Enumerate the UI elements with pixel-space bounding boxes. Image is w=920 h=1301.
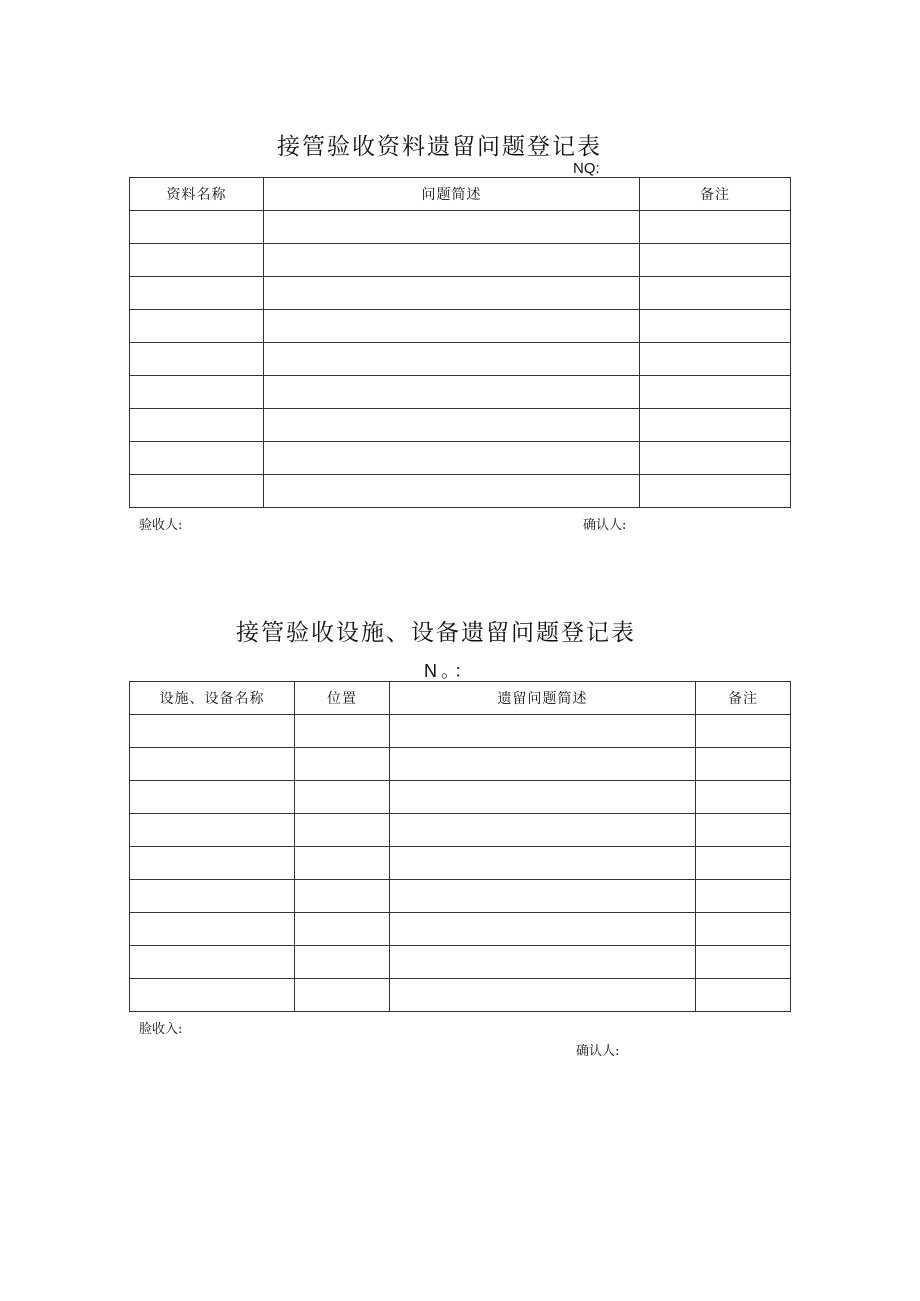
form2-header-location: 位置 xyxy=(295,682,390,715)
table-cell[interactable] xyxy=(130,880,295,913)
table-row xyxy=(130,814,791,847)
table-row xyxy=(130,781,791,814)
table-row xyxy=(130,343,791,376)
table-cell[interactable] xyxy=(295,748,390,781)
table-row xyxy=(130,748,791,781)
table-cell[interactable] xyxy=(264,475,640,508)
table-cell[interactable] xyxy=(264,409,640,442)
table-cell[interactable] xyxy=(130,277,264,310)
table-row xyxy=(130,715,791,748)
table-cell[interactable] xyxy=(390,913,696,946)
table-cell[interactable] xyxy=(696,748,791,781)
table-cell[interactable] xyxy=(696,814,791,847)
form2-header-description: 遗留问题简述 xyxy=(390,682,696,715)
form2-table xyxy=(129,681,791,1012)
table-cell[interactable] xyxy=(295,946,390,979)
table-cell[interactable] xyxy=(640,244,791,277)
table-cell[interactable] xyxy=(390,880,696,913)
table-row xyxy=(130,409,791,442)
table-cell[interactable] xyxy=(295,880,390,913)
table-row xyxy=(130,310,791,343)
table-cell[interactable] xyxy=(696,913,791,946)
table-row xyxy=(130,211,791,244)
form1-header-row xyxy=(130,178,791,211)
table-cell[interactable] xyxy=(130,847,295,880)
table-row xyxy=(130,913,791,946)
table-cell[interactable] xyxy=(130,913,295,946)
table-cell[interactable] xyxy=(130,409,264,442)
form2-header-name: 设施、设备名称 xyxy=(130,682,295,715)
table-cell[interactable] xyxy=(390,748,696,781)
form2-confirmer-label: 确认人: xyxy=(576,1044,620,1059)
table-cell[interactable] xyxy=(696,946,791,979)
form1-number-label: NQ: xyxy=(573,160,600,177)
table-cell[interactable] xyxy=(130,244,264,277)
table-cell[interactable] xyxy=(640,376,791,409)
table-cell[interactable] xyxy=(295,715,390,748)
table-cell[interactable] xyxy=(130,310,264,343)
table-cell[interactable] xyxy=(295,913,390,946)
table-cell[interactable] xyxy=(264,211,640,244)
table-cell[interactable] xyxy=(390,847,696,880)
table-cell[interactable] xyxy=(640,475,791,508)
form1-table xyxy=(129,177,791,508)
form2-title: 接管验收设施、设备遗留问题登记表 xyxy=(236,620,636,646)
table-row xyxy=(130,847,791,880)
form1-header-description: 问题简述 xyxy=(264,178,640,211)
table-cell[interactable] xyxy=(130,781,295,814)
table-cell[interactable] xyxy=(130,343,264,376)
table-cell[interactable] xyxy=(390,781,696,814)
table-cell[interactable] xyxy=(640,409,791,442)
table-cell[interactable] xyxy=(264,310,640,343)
table-cell[interactable] xyxy=(640,310,791,343)
table-cell[interactable] xyxy=(130,946,295,979)
table-cell[interactable] xyxy=(264,442,640,475)
table-cell[interactable] xyxy=(130,814,295,847)
table-cell[interactable] xyxy=(640,211,791,244)
table-cell[interactable] xyxy=(696,880,791,913)
table-cell[interactable] xyxy=(640,277,791,310)
table-row xyxy=(130,376,791,409)
table-row xyxy=(130,946,791,979)
form2-inspector-label: 脸收入: xyxy=(139,1022,183,1037)
table-cell[interactable] xyxy=(264,277,640,310)
table-cell[interactable] xyxy=(295,847,390,880)
form1-header-remarks: 备注 xyxy=(640,178,791,211)
table-cell[interactable] xyxy=(696,715,791,748)
table-cell[interactable] xyxy=(295,814,390,847)
table-cell[interactable] xyxy=(390,979,696,1012)
table-cell[interactable] xyxy=(130,979,295,1012)
table-row xyxy=(130,277,791,310)
table-cell[interactable] xyxy=(264,376,640,409)
table-row xyxy=(130,475,791,508)
table-row xyxy=(130,880,791,913)
form1-title: 接管验收资料遗留问题登记表 xyxy=(277,134,602,160)
table-cell[interactable] xyxy=(130,211,264,244)
table-cell[interactable] xyxy=(130,748,295,781)
table-row xyxy=(130,442,791,475)
table-cell[interactable] xyxy=(295,781,390,814)
table-cell[interactable] xyxy=(696,847,791,880)
table-cell[interactable] xyxy=(130,442,264,475)
table-cell[interactable] xyxy=(640,442,791,475)
table-cell[interactable] xyxy=(696,781,791,814)
form2-header-row xyxy=(130,682,791,715)
form2-number-label: N。： xyxy=(424,661,476,681)
table-cell[interactable] xyxy=(390,814,696,847)
table-cell[interactable] xyxy=(130,376,264,409)
table-cell[interactable] xyxy=(640,343,791,376)
table-cell[interactable] xyxy=(390,946,696,979)
table-cell[interactable] xyxy=(295,979,390,1012)
form1-confirmer-label: 确认人: xyxy=(583,518,627,533)
form1-inspector-label: 验收人: xyxy=(139,518,183,533)
form2-header-remarks: 备注 xyxy=(696,682,791,715)
table-cell[interactable] xyxy=(264,244,640,277)
table-cell[interactable] xyxy=(696,979,791,1012)
table-cell[interactable] xyxy=(130,715,295,748)
table-cell[interactable] xyxy=(390,715,696,748)
form1-header-name: 资料名称 xyxy=(130,178,264,211)
table-row xyxy=(130,244,791,277)
table-cell[interactable] xyxy=(264,343,640,376)
table-cell[interactable] xyxy=(130,475,264,508)
table-row xyxy=(130,979,791,1012)
